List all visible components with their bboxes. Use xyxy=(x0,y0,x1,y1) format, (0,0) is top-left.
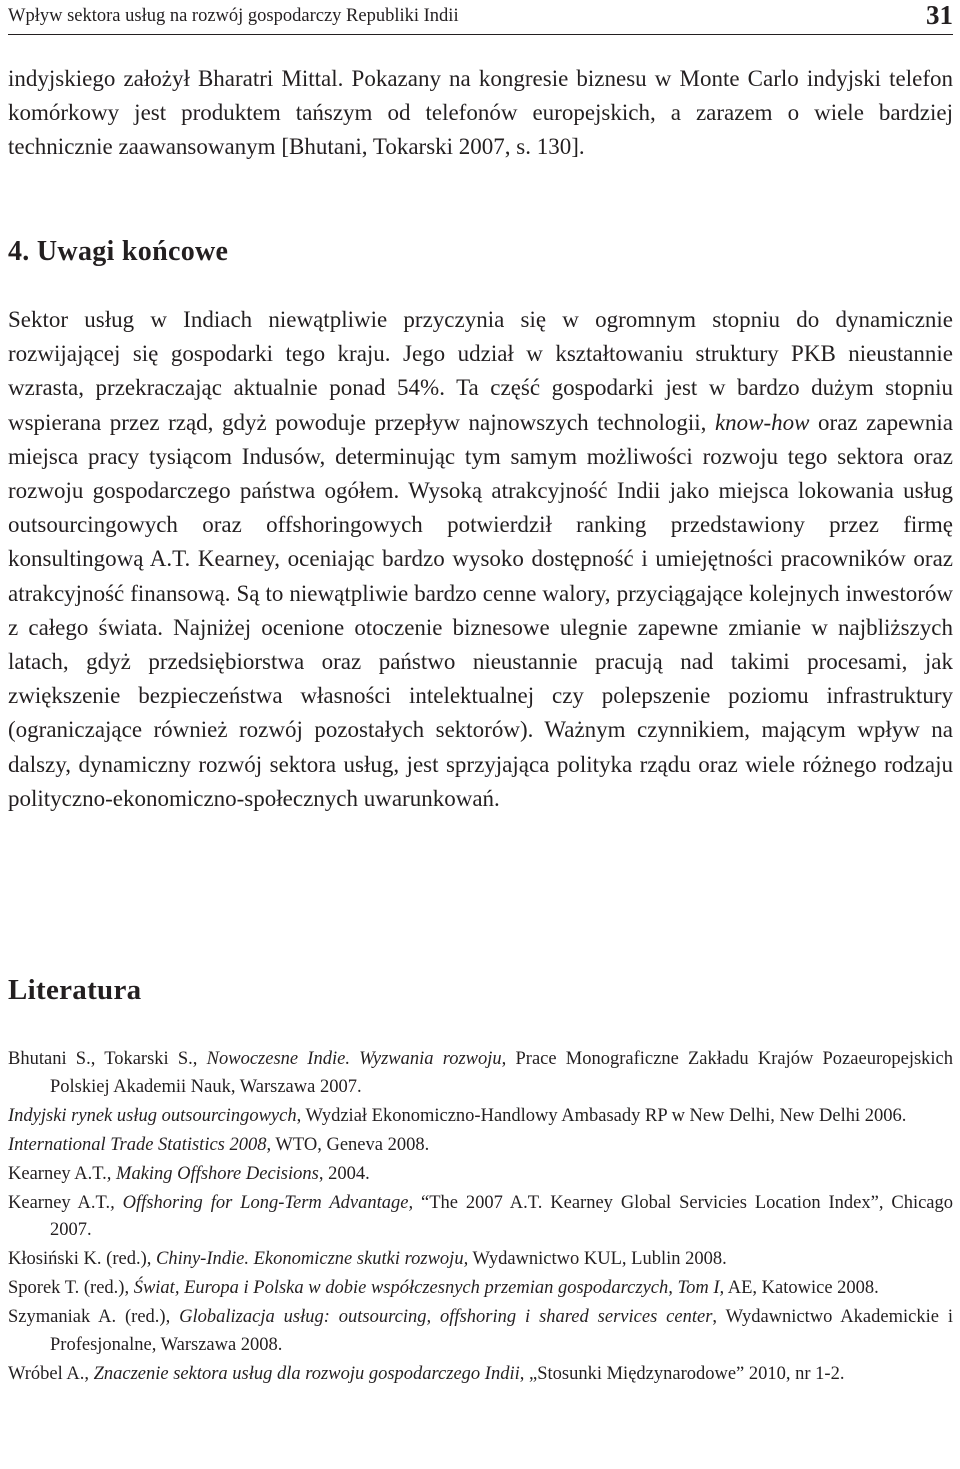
reference-title: International Trade Statistics 2008 xyxy=(8,1134,267,1155)
reference-details: , 2004. xyxy=(318,1163,370,1184)
reference-details: , „Stosunki Międzynarodowe” 2010, nr 1-2. xyxy=(519,1363,845,1384)
reference-item xyxy=(8,1275,953,1303)
header-title: Wpływ sektora usług na rozwój gospodarczy Republiki Indii xyxy=(8,6,459,26)
reference-details: Wydawnictwo KUL, Lublin 2008. xyxy=(468,1249,727,1269)
running-header xyxy=(8,2,953,35)
paragraph-italic-term: know-how xyxy=(714,409,810,435)
literature-heading: Literatura xyxy=(8,974,142,1006)
reference-details: AE, Katowice 2008. xyxy=(724,1278,879,1298)
section-paragraph xyxy=(8,303,953,816)
reference-title: Znaczenie sektora usług dla rozwoju gospodarczego Indii xyxy=(93,1363,520,1384)
section-heading: 4. Uwagi końcowe xyxy=(8,236,229,267)
reference-author: Wróbel A., xyxy=(8,1363,94,1384)
paragraph-text-end: oraz zapewnia miejsca pracy tysiącom Indusów, determinując tym samym możliwości rozwoju tego sektora oraz rozwoju gospodarczego państwa ogółem. Wysoką atrakcyjność Indii jako miejsca lokowania usług outsourcingowych oraz offshoringowych potwierdził ranking przedstawiony przez firmę konsultingową A.T. Kearney, oceniając bardzo wysoko dostępność i umiejętności pracowników oraz atrakcyjność finansową. Są to niewątpliwie bardzo cenne walory, przyciągające kolejnych inwestorów z całego świata. Najniżej ocenione otoczenie biznesowe ulegnie zapewne zmianie w najbliższych latach, gdyż przedsiębiorstwa oraz państwo nieustannie pracują nad takimi procesami, jak zwiększenie bezpieczeństwa własności intelektualnej czy polepszenie poziomu infrastruktury (ograniczające również rozwój pozostałych sektorów). Ważnym czynnikiem, mającym wpływ na dalszy, dynamiczny rozwój sektora usług, jest sprzyjająca polityka rządu oraz wiele różnego rodzaju polityczno-ekonomiczno-społecznych uwarunkowań. xyxy=(8,409,953,811)
reference-details: “The 2007 A.T. Kearney Global Servicies Location Index”, Chicago 2007. xyxy=(50,1192,954,1240)
page-number: 31 xyxy=(926,0,953,30)
reference-title: Chiny-Indie. Ekonomiczne skutki rozwoju, xyxy=(155,1249,469,1269)
reference-author: Bhutani S., Tokarski S., xyxy=(8,1049,207,1069)
reference-details: , Wydawnictwo Akademickie i Profesjonalne, Warszawa 2008. xyxy=(50,1307,953,1355)
reference-item xyxy=(8,1132,953,1160)
reference-author: Sporek T. (red.), xyxy=(8,1278,134,1298)
reference-item xyxy=(8,1304,953,1359)
paragraph-text-start: Sektor usług w Indiach niewątpliwie przyczynia się w ogromnym stopniu do dynamicznie rozwijającej się gospodarki tego kraju. Jego udział w kształtowaniu struktury PKB nieustannie wzrasta, przekraczając aktualnie ponad 54%. Ta część gospodarki jest w bardzo dużym stopniu wspierana przez rząd, gdyż powoduje przepływ najnowszych technologii, xyxy=(8,307,953,435)
reference-author: Kłosiński K. (red.), xyxy=(8,1249,156,1269)
reference-list xyxy=(8,1046,953,1390)
reference-title: , Making Offshore Decisions xyxy=(106,1163,319,1184)
reference-details: , WTO, Geneva 2008. xyxy=(266,1134,430,1155)
reference-item xyxy=(8,1103,953,1131)
reference-title: , Offshoring for Long-Term Advantage, xyxy=(110,1192,414,1213)
reference-item xyxy=(8,1361,953,1389)
intro-paragraph: indyjskiego założył Bharatri Mittal. Pokazany na kongresie biznesu w Monte Carlo indyjski telefon komórkowy jest produktem tańszym od telefonów europejskich, a zarazem o wiele bardziej technicznie zaawansowanym [Bhutani, Tokarski 2007, s. 130]. xyxy=(8,66,953,160)
reference-title: Świat, Europa i Polska w dobie współczesnych przemian gospodarczych, Tom I, xyxy=(133,1278,725,1298)
reference-item xyxy=(8,1190,953,1245)
reference-title: Nowoczesne Indie. Wyzwania rozwoju xyxy=(206,1049,502,1069)
reference-author: Kearney A.T. xyxy=(8,1163,107,1184)
reference-author: Kearney A.T. xyxy=(8,1192,111,1213)
reference-author: Szymaniak A. (red.), xyxy=(8,1307,180,1327)
reference-details: , Prace Monograficzne Zakładu Krajów Pozaeuropejskich Polskiej Akademii Nauk, Warszawa 2007. xyxy=(50,1049,954,1097)
reference-item xyxy=(8,1161,953,1189)
reference-details: , Wydział Ekonomiczno-Handlowy Ambasady RP w New Delhi, New Delhi 2006. xyxy=(296,1105,907,1126)
reference-title: Globalizacja usług: outsourcing, offshoring i shared services center xyxy=(179,1307,713,1327)
reference-item xyxy=(8,1246,953,1274)
reference-title: Indyjski rynek usług outsourcingowych xyxy=(8,1105,297,1126)
reference-item xyxy=(8,1046,953,1101)
